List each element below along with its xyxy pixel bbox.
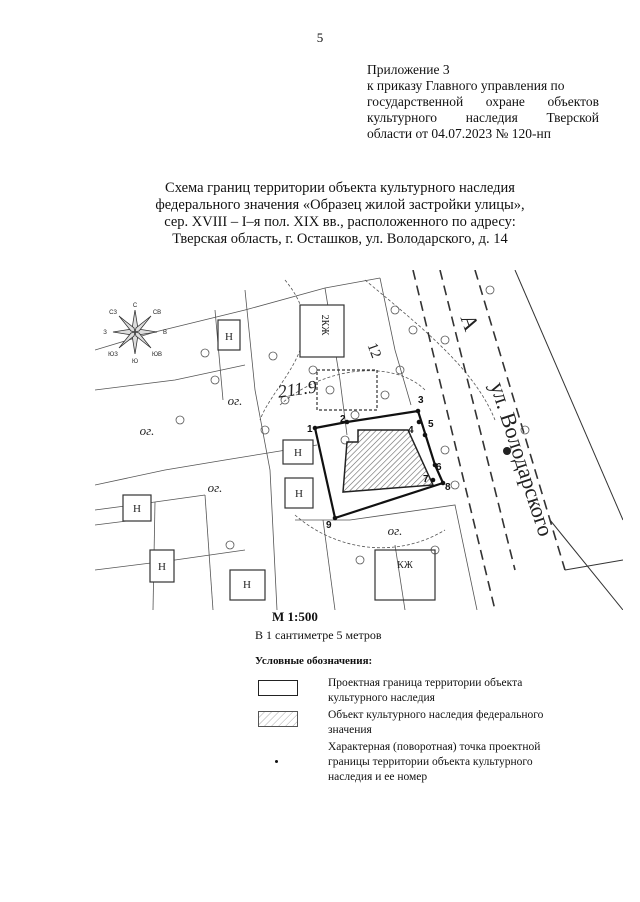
garden-label: ог. [227, 393, 243, 408]
title-line: Схема границ территории объекта культурного наследия [165, 180, 515, 196]
compass-rose [103, 303, 167, 365]
building-label: КЖ [397, 560, 413, 571]
appendix-line: государственной охране объектов [367, 94, 599, 109]
point-label: 9 [326, 520, 332, 531]
nonres-label: Н [133, 503, 141, 515]
legend-point-swatch [275, 760, 278, 763]
point-label: 5 [428, 419, 434, 430]
nonres-label: Н [158, 561, 166, 573]
title-line: федерального значения «Образец жилой застройки улицы», [155, 197, 525, 213]
point-label: 2 [340, 414, 346, 425]
nonres-label: Н [225, 331, 233, 343]
point-label: 8 [445, 482, 451, 493]
point-label: 7 [423, 474, 429, 485]
garden-label: ог. [139, 423, 155, 438]
boundary-map [95, 270, 623, 610]
legend-line: границы территории объекта культурного [328, 756, 533, 768]
appendix-line: к приказу Главного управления по [367, 78, 565, 93]
legend-line: Проектная граница территории объекта [328, 677, 523, 689]
compass-se: ЮВ [151, 352, 163, 358]
title-line: Тверская область, г. Осташков, ул. Володарского, д. 14 [172, 231, 508, 247]
page-number: 5 [316, 30, 324, 45]
garden-label: ог. [387, 523, 403, 538]
point-label: 1 [307, 424, 313, 435]
compass-sw: ЮЗ [108, 352, 118, 358]
legend-line: Объект культурного наследия федерального [328, 709, 544, 721]
legend-line: значения [328, 724, 372, 736]
legend-item-boundary [328, 676, 522, 706]
heritage-object [343, 430, 433, 492]
compass-w: З [103, 330, 107, 336]
appendix-line: культурного наследия Тверской [367, 110, 599, 125]
point-label: 6 [436, 462, 442, 473]
compass-e: В [162, 330, 168, 336]
nonres-label: Н [295, 488, 303, 500]
scale-label: М 1:500 [272, 609, 318, 624]
building-number: 12 [363, 340, 384, 361]
legend-line: Характерная (поворотная) точка проектной [328, 741, 541, 753]
legend-title: Условные обозначения: [255, 655, 373, 667]
scale-note: В 1 сантиметре 5 метров [255, 628, 382, 642]
road-letter: А [455, 310, 485, 335]
appendix-line: Приложение 3 [367, 62, 450, 77]
nonres-label: Н [294, 447, 302, 459]
legend-item-point [328, 740, 540, 785]
elevation-label: 211.9 [276, 376, 318, 402]
compass-nw: СЗ [109, 310, 117, 316]
appendix-header [367, 62, 599, 142]
legend-item-heritage [328, 708, 543, 738]
legend-heritage-swatch [258, 711, 298, 727]
road-edges [413, 270, 565, 610]
nonres-label: Н [243, 579, 251, 591]
appendix-line: области от 04.07.2023 № 120-нп [367, 126, 551, 141]
document-title [120, 180, 560, 248]
compass-n: С [132, 303, 138, 309]
point-label: 4 [408, 425, 414, 436]
compass-ne: СВ [152, 310, 162, 316]
street-label: ул. Володарского [485, 378, 559, 540]
legend-line: культурного наследия [328, 692, 435, 704]
garden-label: ог. [207, 480, 223, 495]
building-label: 2КЖ [319, 314, 330, 336]
legend-line: наследия и ее номер [328, 771, 428, 783]
legend-boundary-swatch [258, 680, 298, 696]
title-line: сер. XVIII – I–я пол. XIX вв., расположенного по адресу: [164, 214, 516, 230]
compass-s: Ю [131, 359, 139, 365]
point-label: 3 [418, 395, 424, 406]
